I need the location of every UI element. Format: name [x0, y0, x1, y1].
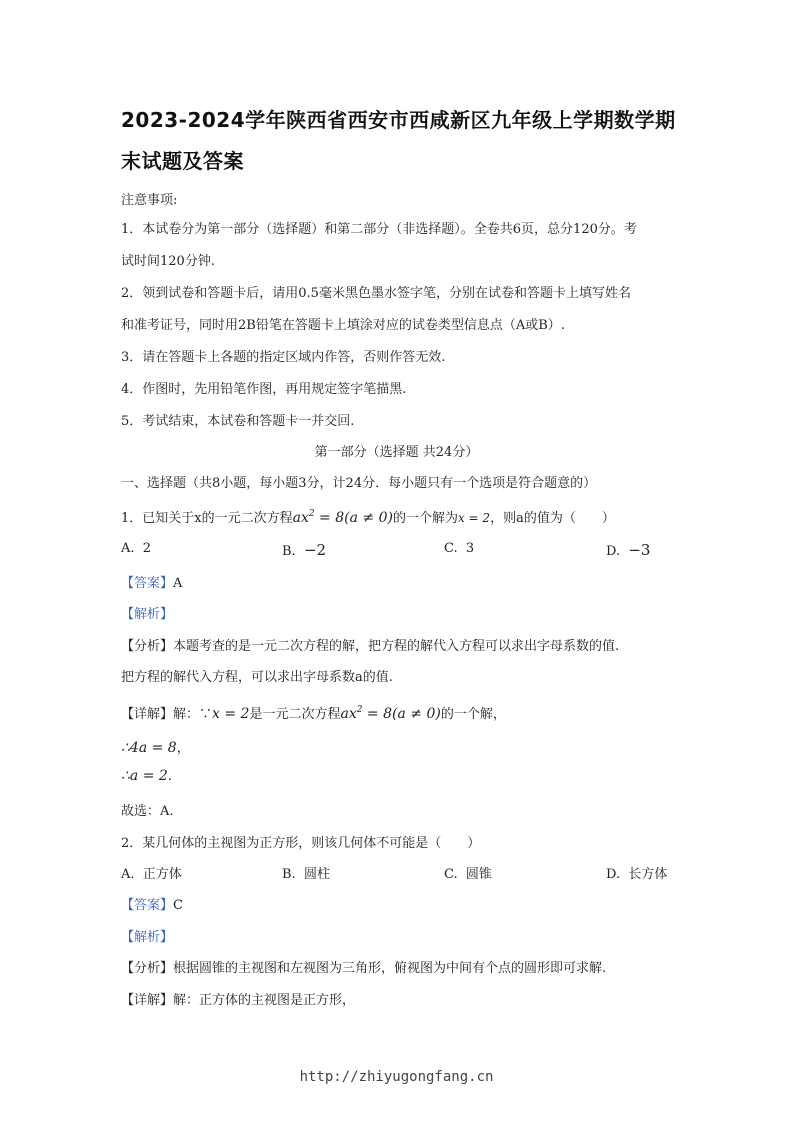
q1-conclusion: 故选：A. [121, 804, 174, 819]
q1-option-d: D. −3 [606, 541, 651, 559]
q1-answer: 【答案】A [121, 576, 183, 591]
part1-heading: 第一部分（选择题 共24分） [314, 445, 479, 460]
doc-title-line-1: 2023-2024学年陕西省西安市西咸新区九年级上学期数学期 [121, 108, 676, 132]
q1-option-b: B. −2 [282, 541, 327, 559]
footer-url[interactable]: http://zhiyugongfang.cn [299, 1069, 494, 1085]
q1-fenxi-line-2: 把方程的解代入方程，可以求出字母系数a的值. [121, 670, 393, 685]
q1-step-1: ∴4a = 8， [121, 740, 190, 756]
q2-fenxi: 【分析】根据圆锥的主视图和左视图为三角形，俯视图为中间有个点的圆形即可求解. [121, 961, 607, 976]
notice-item: 2．领到试卷和答题卡后，请用0.5毫米黑色墨水签字笔，分别在试卷和答题卡上填写姓名 [121, 286, 631, 301]
answer-tag: 【答案】 [121, 576, 174, 591]
q1-step-2: ∴a = 2. [121, 768, 172, 784]
q2-analysis-tag: 【解析】 [121, 930, 174, 945]
notice-heading: 注意事项: [121, 193, 178, 208]
doc-title-line-2: 末试题及答案 [121, 149, 244, 173]
detail-tag: 【详解】 [121, 707, 174, 722]
question-1-stem [121, 507, 615, 526]
q2-option-a: A. 正方体 [121, 867, 182, 882]
q1-option-c: C. 3 [444, 541, 475, 556]
q2-detail: 【详解】解：正方体的主视图是正方形， [121, 993, 356, 1008]
q1-prefix: 1．已知关于x的一元二次方程 [121, 511, 293, 526]
notice-item: 1．本试卷分为第一部分（选择题）和第二部分（非选择题）。全卷共6页，总分120分。考 [121, 222, 637, 237]
q1-suffix: ，则a的值为（ ） [490, 511, 615, 526]
fenxi-tag: 【分析】 [121, 961, 174, 976]
notice-item: 5．考试结束，本试卷和答题卡一并交回. [121, 414, 355, 429]
question-2-stem: 2．某几何体的主视图为正方形，则该几何体不可能是（ ） [121, 836, 481, 851]
q2-option-b: B. 圆柱 [282, 867, 330, 882]
answer-tag: 【答案】 [121, 898, 174, 913]
q1-detail-equation: $ax^2 = 8(a \ne 0)$ [340, 705, 441, 722]
q1-solution: x = 2 [457, 511, 491, 525]
q1-option-a: A. 2 [121, 541, 152, 556]
notice-item: 试时间120分钟. [121, 254, 215, 269]
detail-tag: 【详解】 [121, 993, 174, 1008]
q2-option-c: C. 圆锥 [444, 867, 492, 882]
q1-mid: 的一个解为 [392, 511, 458, 526]
section-heading: 一、选择题（共8小题，每小题3分，计24分．每小题只有一个选项是符合题意的） [121, 476, 597, 491]
q1-equation: $ax^2 = 8(a \ne 0)$ [292, 509, 393, 526]
q1-detail: 【详解】解：∵x = 2是一元二次方程$ax^2 = 8(a \ne 0)$的一个解， [121, 705, 506, 722]
q2-answer: 【答案】C [121, 898, 183, 913]
q2-option-d: D. 长方体 [606, 867, 668, 882]
q1-fenxi: 【分析】本题考查的是一元二次方程的解，把方程的解代入方程可以求出字母系数的值. [121, 639, 620, 654]
fenxi-tag: 【分析】 [121, 639, 174, 654]
q1-analysis-tag: 【解析】 [121, 607, 174, 622]
notice-item: 4．作图时，先用铅笔作图，再用规定签字笔描黑. [121, 382, 407, 397]
notice-item: 3．请在答题卡上各题的指定区域内作答，否则作答无效. [121, 350, 446, 365]
notice-item: 和准考证号，同时用2B铅笔在答题卡上填涂对应的试卷类型信息点（A或B）. [121, 318, 565, 333]
